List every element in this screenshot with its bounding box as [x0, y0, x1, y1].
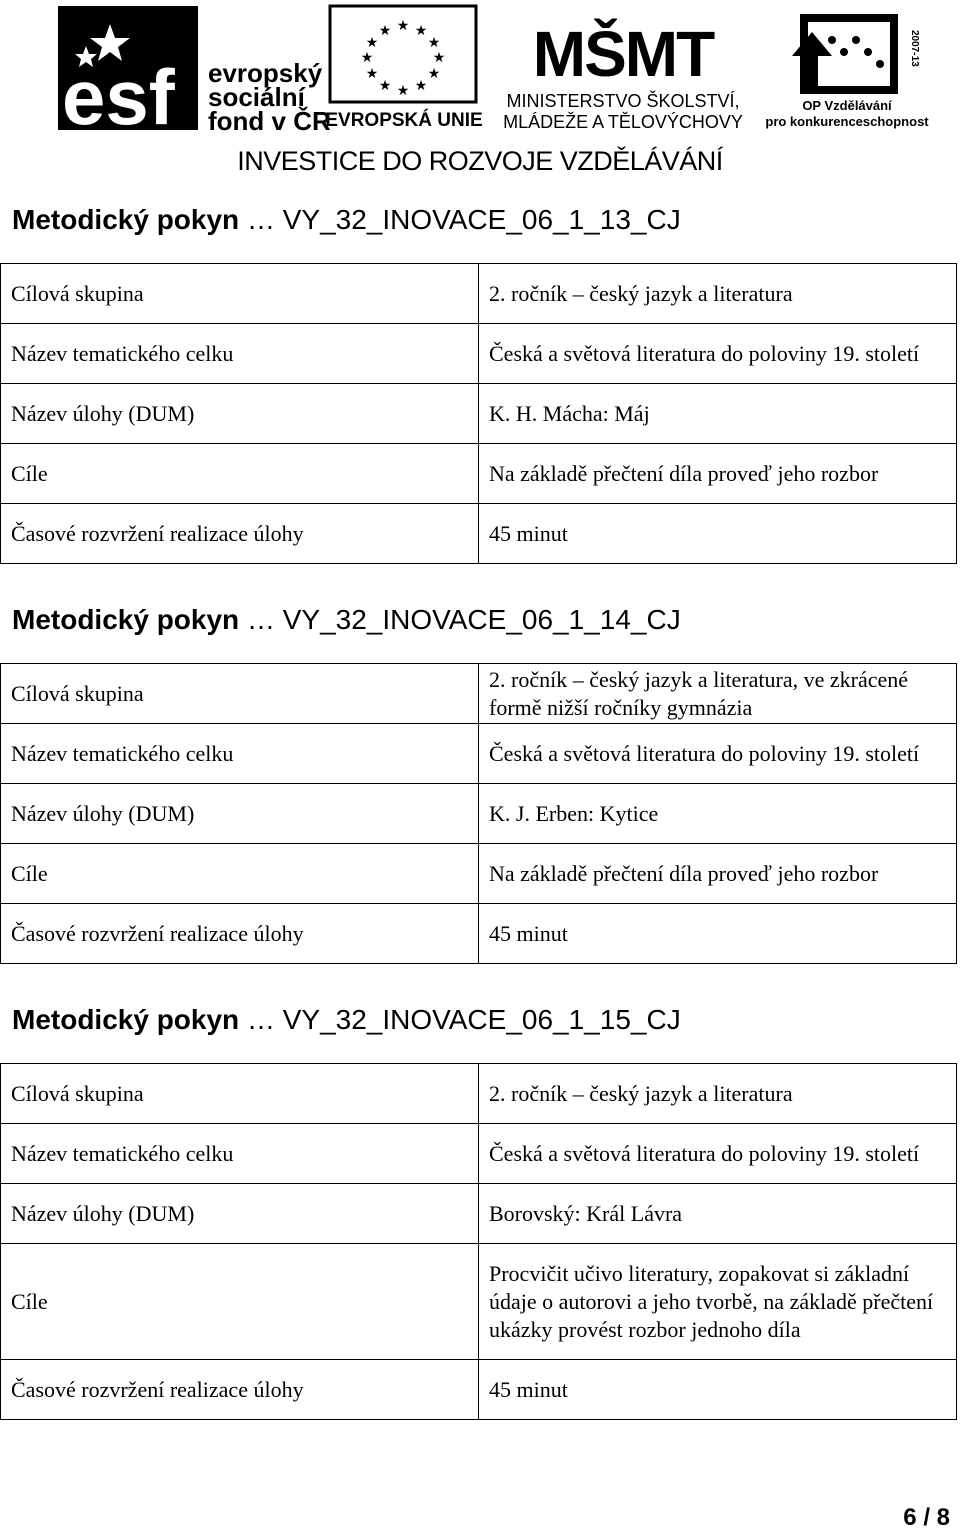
- svg-text:evropský: evropský: [208, 58, 323, 88]
- table-row: [1, 504, 957, 564]
- row-label: Časové rozvržení realizace úlohy: [1, 904, 479, 964]
- svg-text:OP Vzdělávání: OP Vzdělávání: [802, 98, 892, 113]
- row-label: Cíle: [1, 1244, 479, 1360]
- section-title-code: … VY_32_INOVACE_06_1_15_CJ: [239, 1004, 681, 1035]
- section-title-bold: Metodický pokyn: [12, 1004, 240, 1035]
- metadata-table: [0, 263, 957, 564]
- metadata-table: [0, 663, 957, 964]
- table-row: [1, 664, 957, 724]
- svg-text:★: ★: [360, 50, 374, 66]
- table-row: [1, 384, 957, 444]
- svg-text:EVROPSKÁ UNIE: EVROPSKÁ UNIE: [325, 110, 483, 131]
- svg-text:2007-13: 2007-13: [909, 30, 920, 67]
- section-title-code: … VY_32_INOVACE_06_1_14_CJ: [239, 604, 681, 635]
- row-label: Název úlohy (DUM): [1, 784, 479, 844]
- row-label: Cíle: [1, 844, 479, 904]
- row-label: Název tematického celku: [1, 324, 479, 384]
- row-label: Název úlohy (DUM): [1, 1184, 479, 1244]
- row-value: Česká a světová literatura do poloviny 19. století: [479, 324, 957, 384]
- svg-text:★: ★: [378, 78, 392, 94]
- row-value: Česká a světová literatura do poloviny 19. století: [479, 1124, 957, 1184]
- header: [0, 0, 960, 180]
- row-label: Cíle: [1, 444, 479, 504]
- row-value: Na základě přečtení díla proveď jeho rozbor: [479, 844, 957, 904]
- investice-banner: INVESTICE DO ROZVOJE VZDĚLÁVÁNÍ: [237, 146, 723, 176]
- row-label: Název úlohy (DUM): [1, 384, 479, 444]
- row-label: Časové rozvržení realizace úlohy: [1, 1360, 479, 1420]
- metadata-table: [0, 1063, 957, 1420]
- table-row: [1, 264, 957, 324]
- section-title: [12, 1004, 681, 1036]
- row-value: 45 minut: [479, 904, 957, 964]
- row-label: Název tematického celku: [1, 724, 479, 784]
- row-label: Časové rozvržení realizace úlohy: [1, 504, 479, 564]
- row-label: Cílová skupina: [1, 664, 479, 724]
- section-title: [12, 604, 681, 636]
- svg-text:MŠMT: MŠMT: [532, 18, 714, 90]
- row-value: Na základě přečtení díla proveď jeho rozbor: [479, 444, 957, 504]
- table-row: [1, 1360, 957, 1420]
- row-value: 45 minut: [479, 504, 957, 564]
- table-row: [1, 1184, 957, 1244]
- svg-text:pro konkurenceschopnost: pro konkurenceschopnost: [765, 114, 929, 129]
- svg-text:MLÁDEŽE A TĚLOVÝCHOVY: MLÁDEŽE A TĚLOVÝCHOVY: [503, 112, 743, 132]
- table-row: [1, 444, 957, 504]
- svg-text:esf: esf: [62, 53, 175, 141]
- svg-text:★: ★: [378, 23, 392, 39]
- row-value: 2. ročník – český jazyk a literatura: [479, 264, 957, 324]
- svg-text:★: ★: [432, 50, 446, 66]
- row-value: Borovský: Král Lávra: [479, 1184, 957, 1244]
- row-value: Procvičit učivo literatury, zopakovat si základní údaje o autorovi a jeho tvorbě, na základě přečtení ukázky provést rozbor jednoho díla: [479, 1244, 957, 1360]
- svg-text:MINISTERSTVO ŠKOLSTVÍ,: MINISTERSTVO ŠKOLSTVÍ,: [506, 91, 740, 111]
- svg-text:★: ★: [414, 23, 428, 39]
- row-value: K. J. Erben: Kytice: [479, 784, 957, 844]
- svg-text:★: ★: [396, 83, 410, 99]
- svg-text:★: ★: [396, 18, 410, 34]
- table-row: [1, 844, 957, 904]
- section-title: [12, 204, 681, 236]
- svg-text:★: ★: [427, 66, 441, 82]
- table-row: [1, 1244, 957, 1360]
- svg-text:sociální: sociální: [208, 82, 305, 112]
- msmt-logo: [492, 4, 754, 130]
- op-vzdelavani-logo: [762, 10, 932, 130]
- page-number: 6 / 8: [903, 1504, 950, 1531]
- svg-text:★: ★: [365, 35, 379, 51]
- svg-text:★: ★: [427, 35, 441, 51]
- row-value: Česká a světová literatura do poloviny 19. století: [479, 724, 957, 784]
- row-label: Cílová skupina: [1, 264, 479, 324]
- svg-text:★: ★: [414, 78, 428, 94]
- row-value: K. H. Mácha: Máj: [479, 384, 957, 444]
- esf-logo: [58, 6, 331, 141]
- row-value: 2. ročník – český jazyk a literatura: [479, 1064, 957, 1124]
- svg-text:fond v ČR: fond v ČR: [208, 106, 331, 136]
- table-row: [1, 1064, 957, 1124]
- section-title-code: … VY_32_INOVACE_06_1_13_CJ: [239, 204, 681, 235]
- row-label: Název tematického celku: [1, 1124, 479, 1184]
- section-title-bold: Metodický pokyn: [12, 204, 240, 235]
- table-row: [1, 1124, 957, 1184]
- eu-flag-logo: [325, 4, 483, 131]
- row-label: Cílová skupina: [1, 1064, 479, 1124]
- section-title-bold: Metodický pokyn: [12, 604, 240, 635]
- row-value: 2. ročník – český jazyk a literatura, ve zkrácené formě nižší ročníky gymnázia: [479, 664, 957, 724]
- table-row: [1, 324, 957, 384]
- table-row: [1, 724, 957, 784]
- table-row: [1, 784, 957, 844]
- row-value: 45 minut: [479, 1360, 957, 1420]
- svg-text:★: ★: [365, 66, 379, 82]
- table-row: [1, 904, 957, 964]
